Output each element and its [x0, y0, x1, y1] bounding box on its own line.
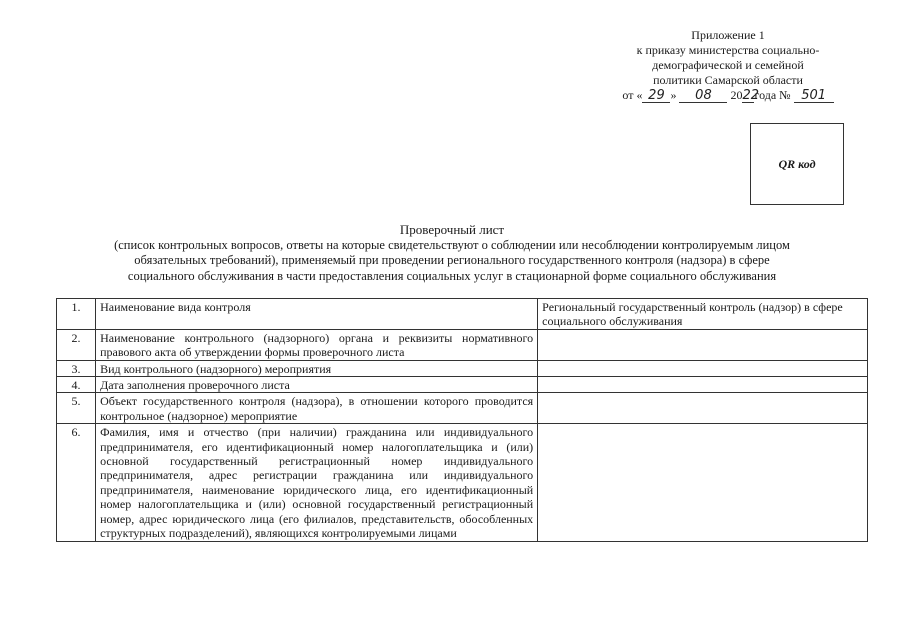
document-subtitle-line-3: социального обслуживания в части предоставления социальных услуг в стационарной форме социального обслуживания: [127, 268, 777, 283]
row-answer: [538, 377, 868, 393]
appendix-line-ministry: демографической и семейной: [652, 58, 804, 72]
row-question: Фамилия, имя и отчество (при наличии) гражданина или индивидуального предпринимателя, его идентификационный номер налогоплательщика и (или) основной государственный регистрационный номер индивидуального предпринимателя, адрес регистрации гражданина или индивидуального предпринимателя, наименование юридического лица, его идентификационный номер налогоплательщика и (или) основной государственный регистрационный номер, адрес юридического лица (его филиалов, представительств, обособленных структурных подразделений), являющихся контролируемыми лицами: [96, 424, 538, 541]
document-subtitle-line-2: обязательных требований), применяемый при проведении регионального государственного контроля (надзора) в сфере: [134, 253, 770, 267]
year-prefix: 20: [730, 88, 743, 102]
row-answer: [538, 329, 868, 360]
year-word: года №: [754, 88, 791, 102]
date-close-quote: »: [670, 88, 677, 102]
qr-code-placeholder: [750, 123, 844, 205]
row-number: 1.: [57, 299, 96, 330]
document-title: Проверочный лист: [399, 222, 505, 237]
row-number: 3.: [57, 360, 96, 376]
table-row: [57, 377, 868, 393]
appendix-date-line: [598, 88, 858, 103]
checklist-table: [56, 298, 868, 542]
appendix-block: [598, 28, 858, 103]
handwritten-order-number: 501: [794, 89, 834, 103]
row-number: 6.: [57, 424, 96, 541]
table-row: [57, 424, 868, 541]
row-question: Дата заполнения проверочного листа: [96, 377, 538, 393]
handwritten-month: 08: [679, 89, 727, 103]
row-question: Вид контрольного (надзорного) мероприятия: [96, 360, 538, 376]
handwritten-day: 29: [642, 89, 670, 103]
row-answer: [538, 424, 868, 541]
row-question: Наименование контрольного (надзорного) органа и реквизиты нормативного правового акта об утверждении формы проверочного листа: [96, 329, 538, 360]
appendix-title: Приложение 1: [691, 28, 765, 42]
date-prefix: от «: [622, 88, 643, 102]
handwritten-year: 22: [742, 88, 759, 103]
row-number: 4.: [57, 377, 96, 393]
row-number: 5.: [57, 393, 96, 424]
row-answer: [538, 360, 868, 376]
row-answer: Региональный государственный контроль (надзор) в сфере социального обслуживания: [538, 299, 868, 330]
table-row: [57, 329, 868, 360]
document-subtitle-line-1: (список контрольных вопросов, ответы на которые свидетельствуют о соблюдении или несоблюдении контролируемым лицом: [114, 237, 790, 252]
appendix-line-region: политики Самарской области: [653, 73, 803, 87]
document-heading: [40, 222, 864, 284]
row-number: 2.: [57, 329, 96, 360]
row-question: Наименование вида контроля: [96, 299, 538, 330]
qr-code-label: QR код: [778, 156, 816, 171]
appendix-line-order: к приказу министерства социально-: [636, 43, 820, 57]
row-question: Объект государственного контроля (надзора), в отношении которого проводится контрольное (надзорное) мероприятие: [96, 393, 538, 424]
row-answer: [538, 393, 868, 424]
table-row: [57, 393, 868, 424]
table-row: [57, 360, 868, 376]
table-row: [57, 299, 868, 330]
